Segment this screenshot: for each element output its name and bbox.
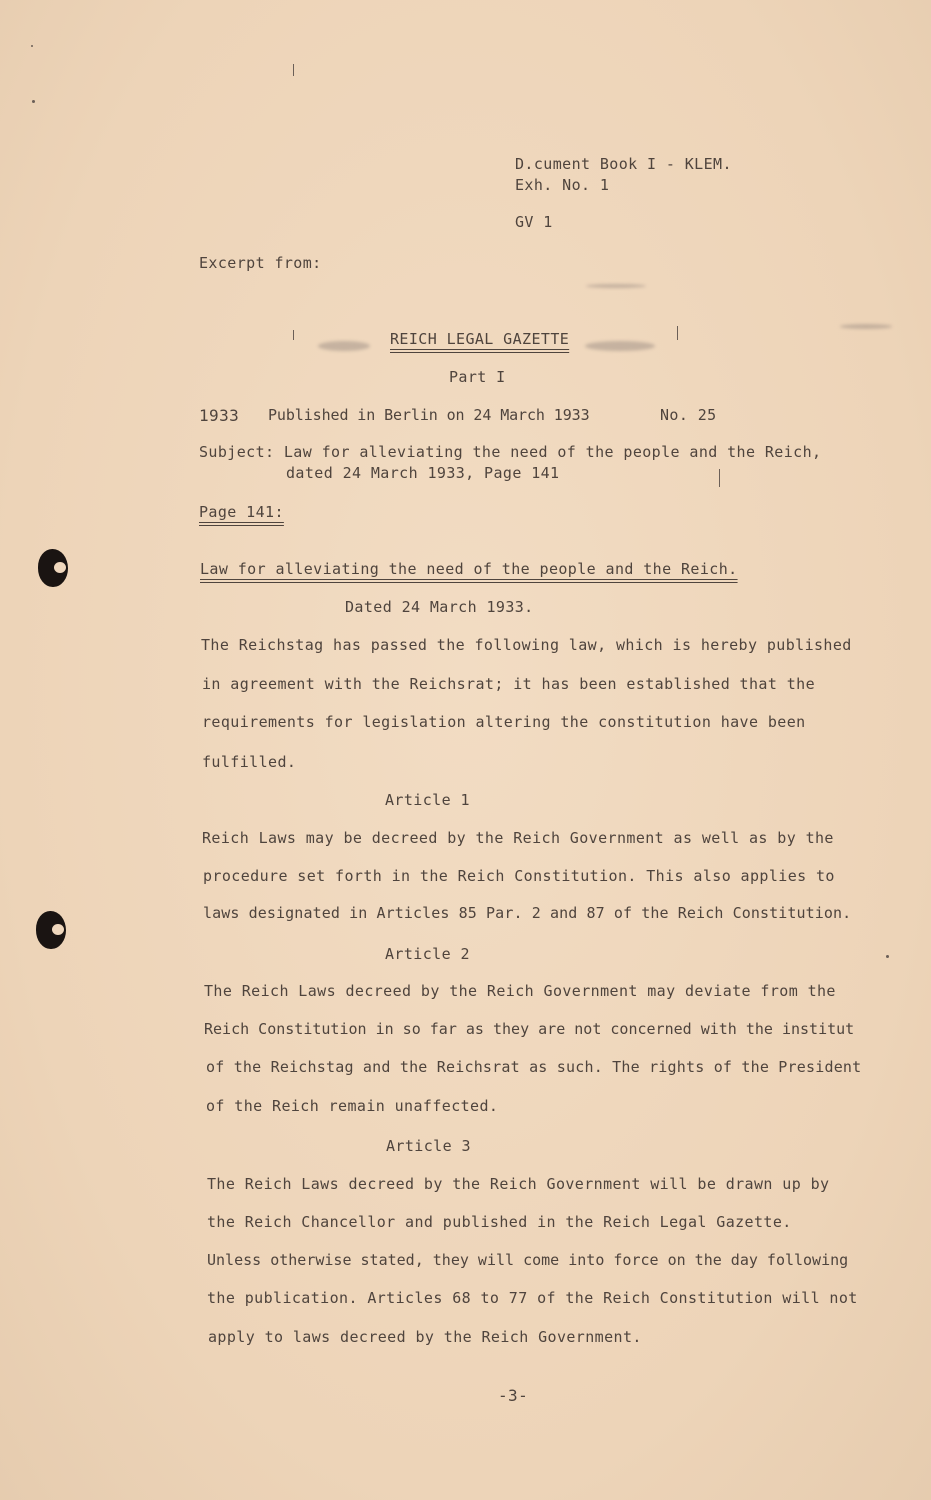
article-2-line: The Reich Laws decreed by the Reich Government may deviate from the [204,982,836,1000]
document-book-label: D.cument Book I - KLEM. [515,155,732,173]
preamble-line: in agreement with the Reichsrat; it has been established that the [202,675,815,693]
gazette-published: Published in Berlin on 24 March 1933 [268,406,590,424]
article-3-line: the publication. Articles 68 to 77 of the Reich Constitution will not [207,1289,858,1307]
pencil-mark [677,326,678,340]
preamble-line: fulfilled. [202,753,297,771]
article-2-heading: Article 2 [385,945,470,963]
article-2-line: of the Reichstag and the Reichsrat as such. The rights of the President [206,1058,862,1076]
preamble-line: The Reichstag has passed the following law, which is hereby published [201,636,852,654]
law-title: Law for alleviating the need of the people and the Reich. [200,560,738,578]
ink-speck [31,45,33,47]
gv-reference: GV 1 [515,213,553,231]
law-date: Dated 24 March 1933. [345,598,534,616]
page-reference: Page 141: [199,503,284,521]
punch-hole-bottom [36,911,66,949]
article-3-line: Unless otherwise stated, they will come into force on the day following [207,1251,849,1269]
gazette-year: 1933 [199,406,240,425]
article-3-line: apply to laws decreed by the Reich Government. [208,1328,642,1346]
excerpt-label: Excerpt from: [199,254,322,272]
subject-line-2: dated 24 March 1933, Page 141 [286,464,560,482]
pencil-mark [293,64,294,76]
article-3-line: the Reich Chancellor and published in the Reich Legal Gazette. [207,1213,792,1231]
ink-smudge [585,341,655,351]
page-number: -3- [498,1386,529,1405]
punch-hole-top [38,549,68,587]
article-1-line: laws designated in Articles 85 Par. 2 and 87 of the Reich Constitution. [203,904,852,922]
article-2-line: Reich Constitution in so far as they are not concerned with the institut [204,1020,855,1038]
ink-smudge [840,324,892,329]
ink-smudge [586,284,646,288]
exhibit-number: Exh. No. 1 [515,176,610,194]
article-1-line: Reich Laws may be decreed by the Reich Government as well as by the [202,829,834,847]
preamble-line: requirements for legislation altering the constitution have been [202,713,806,731]
pencil-mark [293,330,294,340]
article-3-line: The Reich Laws decreed by the Reich Government will be drawn up by [207,1175,830,1193]
ink-smudge [318,341,370,351]
subject-line-1: Subject: Law for alleviating the need of the people and the Reich, [199,443,822,461]
article-1-heading: Article 1 [385,791,470,809]
gazette-number: No. 25 [660,406,717,424]
article-2-line: of the Reich remain unaffected. [206,1097,499,1115]
gazette-part: Part I [449,368,506,386]
article-3-heading: Article 3 [386,1137,471,1155]
ink-speck [886,955,889,958]
ink-speck [32,100,35,103]
article-1-line: procedure set forth in the Reich Constitution. This also applies to [203,867,835,885]
gazette-title: REICH LEGAL GAZETTE [390,330,570,348]
pencil-mark [719,469,720,487]
